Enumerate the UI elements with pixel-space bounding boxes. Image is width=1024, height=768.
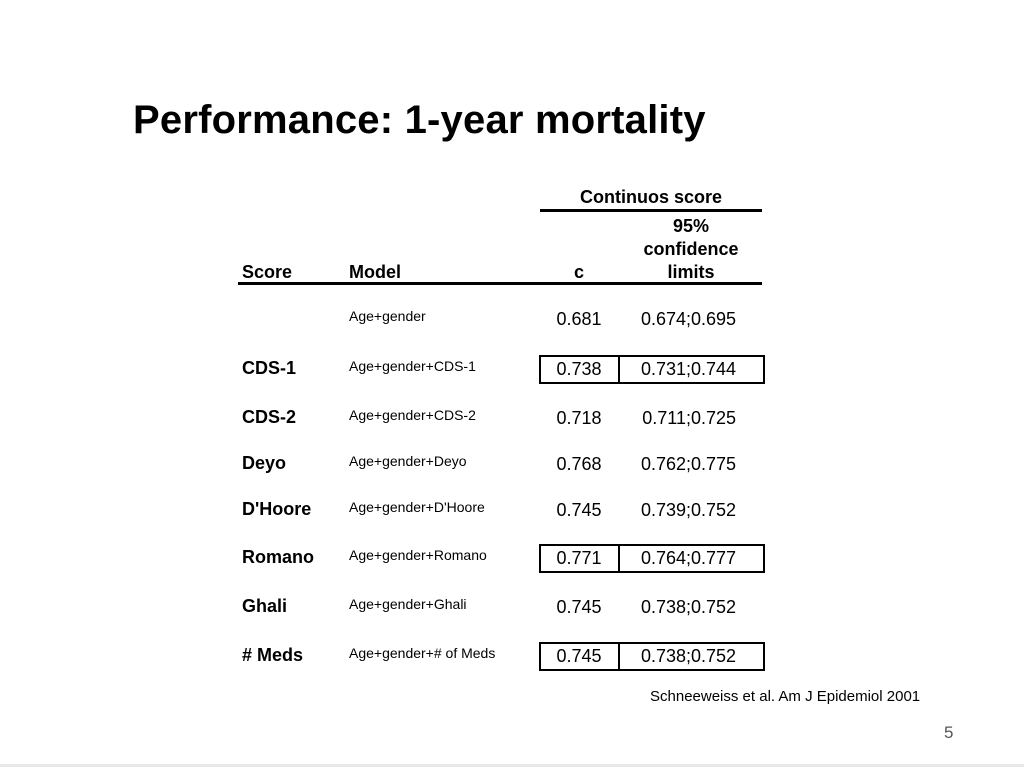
model-cell: Age+gender+# of Meds: [349, 645, 496, 661]
highlight-box: [539, 544, 765, 573]
header-ci-line-3: limits: [667, 262, 715, 282]
score-cell: CDS-2: [242, 407, 297, 427]
ci-high-cell: ;0.777: [686, 548, 737, 568]
footer-rule: [0, 764, 1024, 767]
ci-low-cell: 0.764: [640, 548, 686, 568]
model-cell: Age+gender+Deyo: [349, 453, 467, 469]
ci-low-cell: 0.738: [640, 597, 686, 617]
ci-high-cell: ;0.752: [686, 500, 737, 520]
c-value-cell: 0.718: [556, 408, 602, 428]
header-rule: [238, 282, 762, 285]
ci-high-cell: ;0.744: [686, 359, 737, 379]
group-header: Continuos score: [579, 187, 722, 207]
score-cell: # Meds: [242, 645, 304, 665]
ci-low-cell: 0.738: [640, 646, 686, 666]
score-cell: Deyo: [242, 453, 287, 473]
model-cell: Age+gender+D'Hoore: [349, 499, 485, 515]
ci-high-cell: ;0.695: [686, 309, 737, 329]
ci-high-cell: ;0.775: [686, 454, 737, 474]
ci-high-cell: ;0.725: [686, 408, 737, 428]
header-confidence-limits: [620, 215, 762, 284]
c-value-cell: 0.771: [556, 548, 602, 568]
c-value-cell: 0.681: [556, 309, 602, 329]
header-ci-line-1: 95%: [672, 216, 710, 236]
page-number: 5: [944, 723, 954, 742]
model-cell: Age+gender+Romano: [349, 547, 487, 563]
c-value-cell: 0.745: [556, 597, 602, 617]
score-cell: Ghali: [242, 596, 288, 616]
model-cell: Age+gender+Ghali: [349, 596, 467, 612]
model-cell: Age+gender+CDS-2: [349, 407, 476, 423]
ci-low-cell: 0.739: [640, 500, 686, 520]
score-cell: Romano: [242, 547, 314, 567]
group-header-rule: [540, 209, 762, 212]
header-c: c: [573, 262, 584, 282]
c-value-cell: 0.768: [556, 454, 602, 474]
highlight-divider: [618, 546, 620, 571]
highlight-divider: [618, 644, 620, 669]
slide-title: Performance: 1-year mortality: [133, 98, 706, 142]
c-value-cell: 0.738: [556, 359, 602, 379]
model-cell: Age+gender+CDS-1: [349, 358, 476, 374]
header-model: Model: [349, 262, 401, 282]
highlight-box: [539, 355, 765, 384]
score-cell: CDS-1: [242, 358, 297, 378]
header-ci-line-2: confidence: [643, 239, 739, 259]
ci-low-cell: 0.731: [640, 359, 686, 379]
ci-low-cell: 0.674: [640, 309, 686, 329]
highlight-divider: [618, 357, 620, 382]
header-score: Score: [242, 262, 293, 282]
ci-high-cell: ;0.752: [686, 597, 737, 617]
c-value-cell: 0.745: [556, 500, 602, 520]
ci-high-cell: ;0.752: [686, 646, 737, 666]
c-value-cell: 0.745: [556, 646, 602, 666]
highlight-box: [539, 642, 765, 671]
ci-low-cell: 0.762: [640, 454, 686, 474]
citation: Schneeweiss et al. Am J Epidemiol 2001: [650, 688, 921, 705]
score-cell: D'Hoore: [242, 499, 312, 519]
model-cell: Age+gender: [349, 308, 426, 324]
ci-low-cell: 0.711: [642, 408, 686, 428]
